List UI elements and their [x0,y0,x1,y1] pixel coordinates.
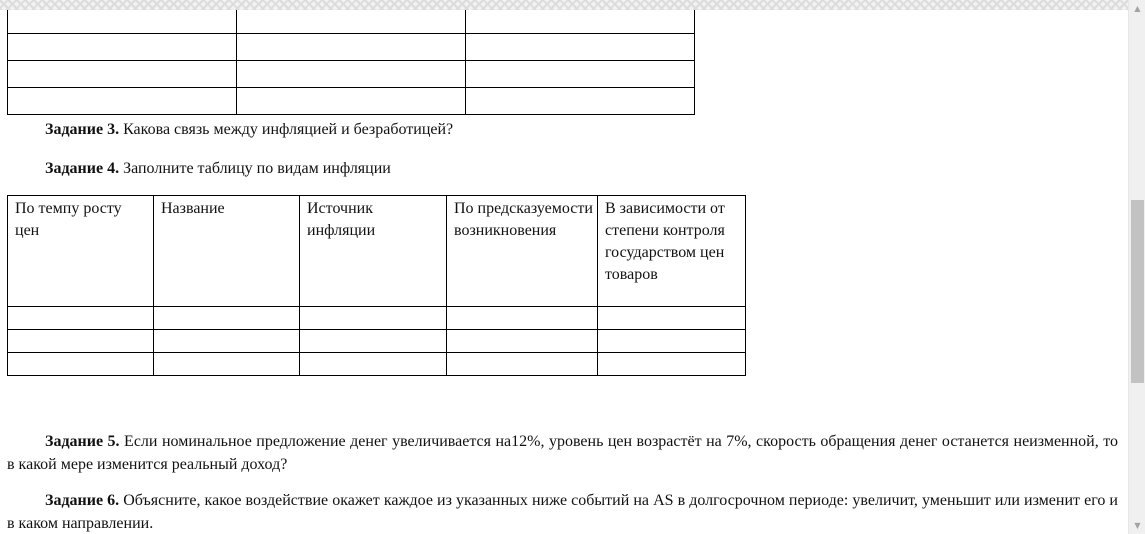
table-cell [8,330,154,353]
task-4-text: Заполните таблицу по видам инфляции [119,160,391,177]
table-cell [8,61,237,88]
task-5-paragraph [7,430,1118,476]
inflation-types-table [7,195,746,376]
table-cell [154,353,300,376]
task-5-text: Если номинальное предложение денег увеличивается на12%, уровень цен возрастёт на 7%, скорость обращения денег останется неизменной, то в какой мере изменится реальный доход? [7,433,1118,473]
table-row [8,88,695,115]
table-row [8,330,746,353]
task-6-label: Задание 6. [45,492,120,509]
scrollbar-thumb[interactable] [1131,200,1144,383]
table-cell [466,61,695,88]
table-cell [154,330,300,353]
task-3-paragraph [7,118,1118,141]
table-cell [154,307,300,330]
task-4-label: Задание 4. [45,160,120,177]
column-header-name: Название [154,196,300,307]
table-cell [8,34,237,61]
table-cell [598,353,746,376]
table-cell [300,353,447,376]
table-cell [8,88,237,115]
table-cell [8,353,154,376]
document-page [0,10,1128,534]
vertical-scrollbar[interactable] [1128,0,1145,534]
table-cell [300,330,447,353]
column-header-source: Источник инфляции [300,196,447,307]
table-cell [598,307,746,330]
column-header-growth-rate: По темпу росту цен [8,196,154,307]
previous-task-table [7,10,695,115]
table-row [8,353,746,376]
table-row [8,61,695,88]
task-6-text: Объясните, какое воздействие окажет каждое из указанных ниже событий на AS в долгосрочном периоде: увеличит, уменьшит или изменит его и в каком направлении. [7,492,1118,532]
column-header-state-control: В зависимости от степени контроля государством цен товаров [598,196,746,307]
table-cell [237,10,466,34]
task-6-paragraph [7,489,1118,534]
table-cell [447,307,598,330]
table-cell [447,353,598,376]
table-cell [598,330,746,353]
table-row [8,307,746,330]
table-cell [300,307,447,330]
table-cell [466,88,695,115]
table-cell [237,61,466,88]
table-cell [237,34,466,61]
table-cell [447,330,598,353]
table-cell [466,34,695,61]
table-cell [466,10,695,34]
scroll-down-icon[interactable]: ▼ [1134,521,1141,530]
scroll-up-icon[interactable]: ▲ [1134,4,1141,13]
table-cell [8,307,154,330]
column-header-predictability: По предсказуемости возникновения [447,196,598,307]
page-gap-band [0,0,1128,10]
task-4-paragraph [7,157,1118,180]
task-3-text: Какова связь между инфляцией и безработицей? [119,121,454,138]
table-cell [8,10,237,34]
task-5-label: Задание 5. [45,433,120,450]
task-3-label: Задание 3. [45,121,120,138]
table-cell [237,88,466,115]
table-row [8,34,695,61]
table-row [8,10,695,34]
table-header-row [8,196,746,307]
